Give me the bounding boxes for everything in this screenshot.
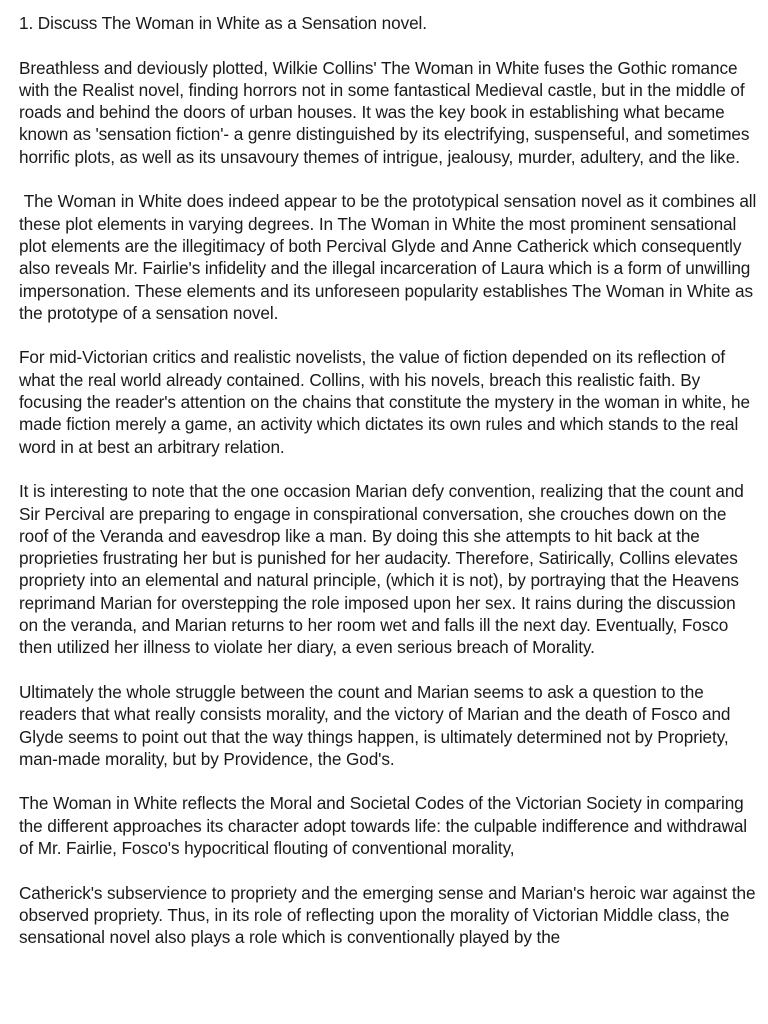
paragraph-critics: For mid-Victorian critics and realistic novelists, the value of fiction depended on its reflection of what the real world already contained. Collins, with his novels, breach this realistic faith. By focusing the reader's attention on the chains that constitute the mystery in the woman in white, he made fiction merely a game, an activity which dictates its own rules and which stands to the real word in at best an arbitrary relation. — [19, 347, 755, 457]
question-heading: 1. Discuss The Woman in White as a Sensation novel. — [19, 13, 427, 33]
document-body — [19, 12, 759, 971]
paragraph-struggle: Ultimately the whole struggle between the count and Marian seems to ask a question to the readers that what really consists morality, and the victory of Marian and the death of Fosco and Glyde seems to point out that the way things happen, is ultimately determined not by Propriety, man-made morality, but by Providence, the God's. — [19, 681, 736, 769]
paragraph-prototype: The Woman in White does indeed appear to be the prototypical sensation novel as it combines all these plot elements in varying degrees. In The Woman in White the most prominent sensational plot elements are the illegitimacy of both Percival Glyde and Anne Catherick which consequently also reveals Mr. Fairlie's infidelity and the illegal incarceration of Laura which is a form of unwilling impersonation. These elements and its unforeseen popularity establishes The Woman in White as the prototype of a sensation novel. — [19, 191, 761, 323]
paragraph-catherick: Catherick's subservience to propriety and the emerging sense and Marian's heroic war against the observed propriety. Thus, in its role of reflecting upon the morality of Victorian Middle class, the sensational novel also plays a role which is conventionally played by the — [19, 882, 761, 948]
paragraph-moral-codes: The Woman in White reflects the Moral and Societal Codes of the Victorian Society in comparing the different approaches its character adopt towards life: the culpable indifference and withdrawal of Mr. Fairlie, Fosco's hypocritical flouting of conventional morality, — [19, 793, 752, 858]
paragraph-marian-veranda: It is interesting to note that the one occasion Marian defy convention, realizing that the count and Sir Percival are preparing to engage in conspirational conversation, she crouches down on the roof of the Veranda and eavesdrop like a man. By doing this she attempts to hit back at the proprieties frustrating her but is punished for her audacity. Therefore, Satirically, Collins elevates propriety into an elemental and natural principle, (which it is not), by portraying that the Heavens reprimand Marian for overstepping the role imposed upon her sex. It rains during the discussion on the veranda, and Marian returns to her room wet and falls ill the next day. Eventually, Fosco then utilized her illness to violate her diary, a even serious breach of Morality. — [19, 481, 749, 658]
paragraph-intro: Breathless and deviously plotted, Wilkie Collins' The Woman in White fuses the Gothic romance with the Realist novel, finding horrors not in some fantastical Medieval castle, but in the middle of roads and behind the doors of urban houses. It was the key book in establishing what became known as 'sensation fiction'- a genre distinguished by its electrifying, suspenseful, and sometimes horrific plots, as well as its unsavoury themes of intrigue, jealousy, murder, adultery, and the like. — [19, 57, 755, 167]
